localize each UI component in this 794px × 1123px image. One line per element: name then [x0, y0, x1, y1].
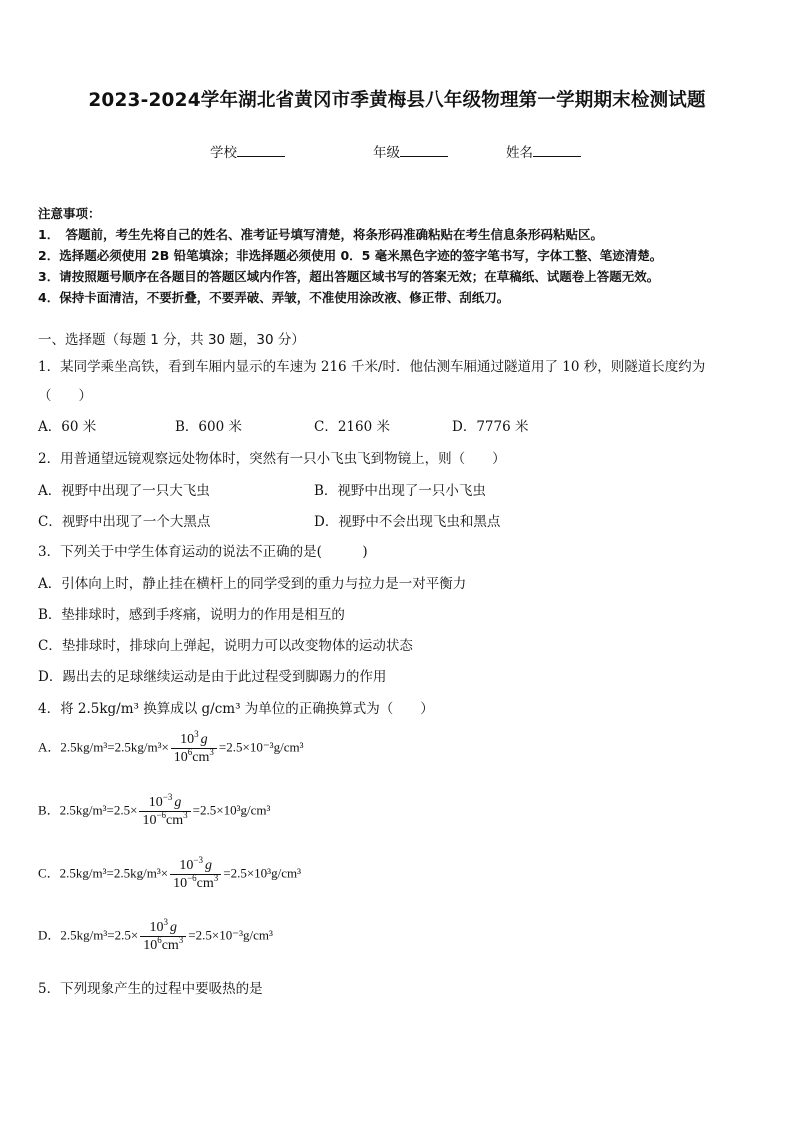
grade-field [373, 141, 448, 161]
question-1-option-d: D．7776 米 [452, 419, 529, 435]
question-1-option-c: C．2160 米 [314, 419, 390, 435]
question-4-option-a [38, 731, 303, 766]
gram-symbol: g [174, 795, 182, 810]
notice-heading: 注意事项： [38, 206, 101, 221]
fraction [170, 857, 221, 892]
num-base: 10 [180, 732, 195, 747]
cm-exp: 3 [209, 747, 214, 757]
school-field [210, 141, 285, 161]
formula-rhs: =2.5×10⁻³g/cm³ [218, 739, 304, 755]
den-exp: −6 [187, 873, 197, 883]
question-2-option-c: C．视野中出现了一个大黑点 [38, 514, 211, 530]
question-4-option-c [38, 857, 301, 892]
question-3-option-a: A．引体向上时，静止挂在横杆上的同学受到的重力与拉力是一对平衡力 [38, 576, 467, 592]
fraction [139, 794, 190, 829]
formula-lhs: 2.5kg/m³=2.5× [60, 927, 139, 943]
den-exp: −6 [156, 810, 167, 820]
question-1-option-a: A．60 米 [38, 419, 97, 435]
num-exp: −3 [193, 855, 203, 865]
question-1-paren: （ ） [38, 388, 92, 404]
num-base: 10 [179, 858, 194, 873]
question-1-stem: 1．某同学乘坐高铁，看到车厢内显示的车速为 216 千米/时．他估测车厢通过隧道用了 10 秒，则隧道长度约为 [38, 359, 706, 375]
num-exp: 3 [163, 917, 168, 927]
question-4-stem: 4．将 2.5kg/m³ 换算成以 g/cm³ 为单位的正确换算式为（ ） [38, 701, 434, 717]
section-heading: 一、选择题（每题 1 分，共 30 题，30 分） [38, 332, 305, 348]
question-2-stem: 2．用普通望远镜观察远处物体时，突然有一只小飞虫飞到物镜上，则（ ） [38, 451, 506, 467]
school-label: 学校 [210, 145, 237, 161]
gram-symbol: g [169, 920, 177, 935]
num-exp: −3 [162, 792, 173, 802]
question-2-option-a: A．视野中出现了一只大飞虫 [38, 483, 210, 499]
option-label: A． [38, 739, 61, 755]
gram-symbol: g [200, 732, 208, 747]
num-base: 10 [149, 920, 164, 935]
question-2-option-b: B．视野中出现了一只小飞虫 [314, 483, 486, 499]
name-label: 姓名 [506, 145, 533, 161]
school-blank [237, 144, 285, 157]
grade-label: 年级 [373, 145, 400, 161]
num-base: 10 [148, 795, 163, 810]
fraction [171, 731, 217, 766]
question-1-option-b: B．600 米 [175, 419, 242, 435]
name-field [506, 141, 581, 161]
formula-lhs: 2.5kg/m³=2.5kg/m³× [59, 865, 169, 881]
cm-exp: 3 [213, 873, 219, 883]
den-base: 10 [143, 938, 158, 953]
notice-item: 3．请按照题号顺序在各题目的答题区域内作答，超出答题区域书写的答案无效；在草稿纸、试题卷上答题无效。 [38, 269, 660, 284]
den-base: 10 [173, 750, 188, 765]
notice-item: 2．选择题必须使用 2B 铅笔填涂；非选择题必须使用 0．5 毫米黑色字迹的签字笔书写，字体工整、笔迹清楚。 [38, 248, 663, 263]
notice-item: 1． 答题前，考生先将自己的姓名、准考证号填写清楚，将条形码准确粘贴在考生信息条形码粘贴区。 [38, 227, 603, 242]
num-exp: 3 [194, 729, 199, 739]
option-label: C． [38, 865, 60, 881]
question-3-option-c: C．垫排球时，排球向上弹起，说明力可以改变物体的运动状态 [38, 638, 413, 654]
cm-symbol: cm [196, 876, 214, 891]
formula-lhs: 2.5kg/m³=2.5kg/m³× [60, 739, 169, 755]
cm-symbol: cm [166, 813, 184, 828]
den-base: 10 [142, 813, 157, 828]
den-exp: 6 [157, 935, 162, 945]
notice-item: 4．保持卡面清洁，不要折叠，不要弄破、弄皱，不准使用涂改液、修正带、刮纸刀。 [38, 290, 510, 305]
question-4-option-b [38, 794, 270, 829]
formula-rhs: =2.5×10⁻³g/cm³ [188, 927, 273, 943]
den-exp: 6 [187, 747, 193, 757]
fraction [140, 919, 186, 954]
question-4-option-d [38, 919, 273, 954]
formula-rhs: =2.5×10³g/cm³ [223, 865, 301, 881]
question-2-option-d: D．视野中不会出现飞虫和黑点 [314, 514, 501, 530]
option-label: D． [38, 927, 61, 943]
den-base: 10 [173, 876, 188, 891]
question-5-stem: 5．下列现象产生的过程中要吸热的是 [38, 981, 263, 997]
cm-exp: 3 [183, 810, 188, 820]
page-title: 2023-2024学年湖北省黄冈市季黄梅县八年级物理第一学期期末检测试题 [88, 90, 706, 111]
cm-exp: 3 [178, 935, 184, 945]
cm-symbol: cm [192, 750, 210, 765]
question-3-stem: 3．下列关于中学生体育运动的说法不正确的是( ) [38, 544, 368, 560]
gram-symbol: g [204, 858, 212, 873]
question-3-option-d: D．踢出去的足球继续运动是由于此过程受到脚踢力的作用 [38, 669, 387, 685]
grade-blank [400, 144, 448, 157]
cm-symbol: cm [161, 938, 179, 953]
question-3-option-b: B．垫排球时，感到手疼痛，说明力的作用是相互的 [38, 607, 345, 623]
formula-lhs: 2.5kg/m³=2.5× [59, 802, 138, 818]
name-blank [533, 144, 581, 157]
option-label: B． [38, 802, 60, 818]
formula-rhs: =2.5×10³g/cm³ [192, 802, 271, 818]
